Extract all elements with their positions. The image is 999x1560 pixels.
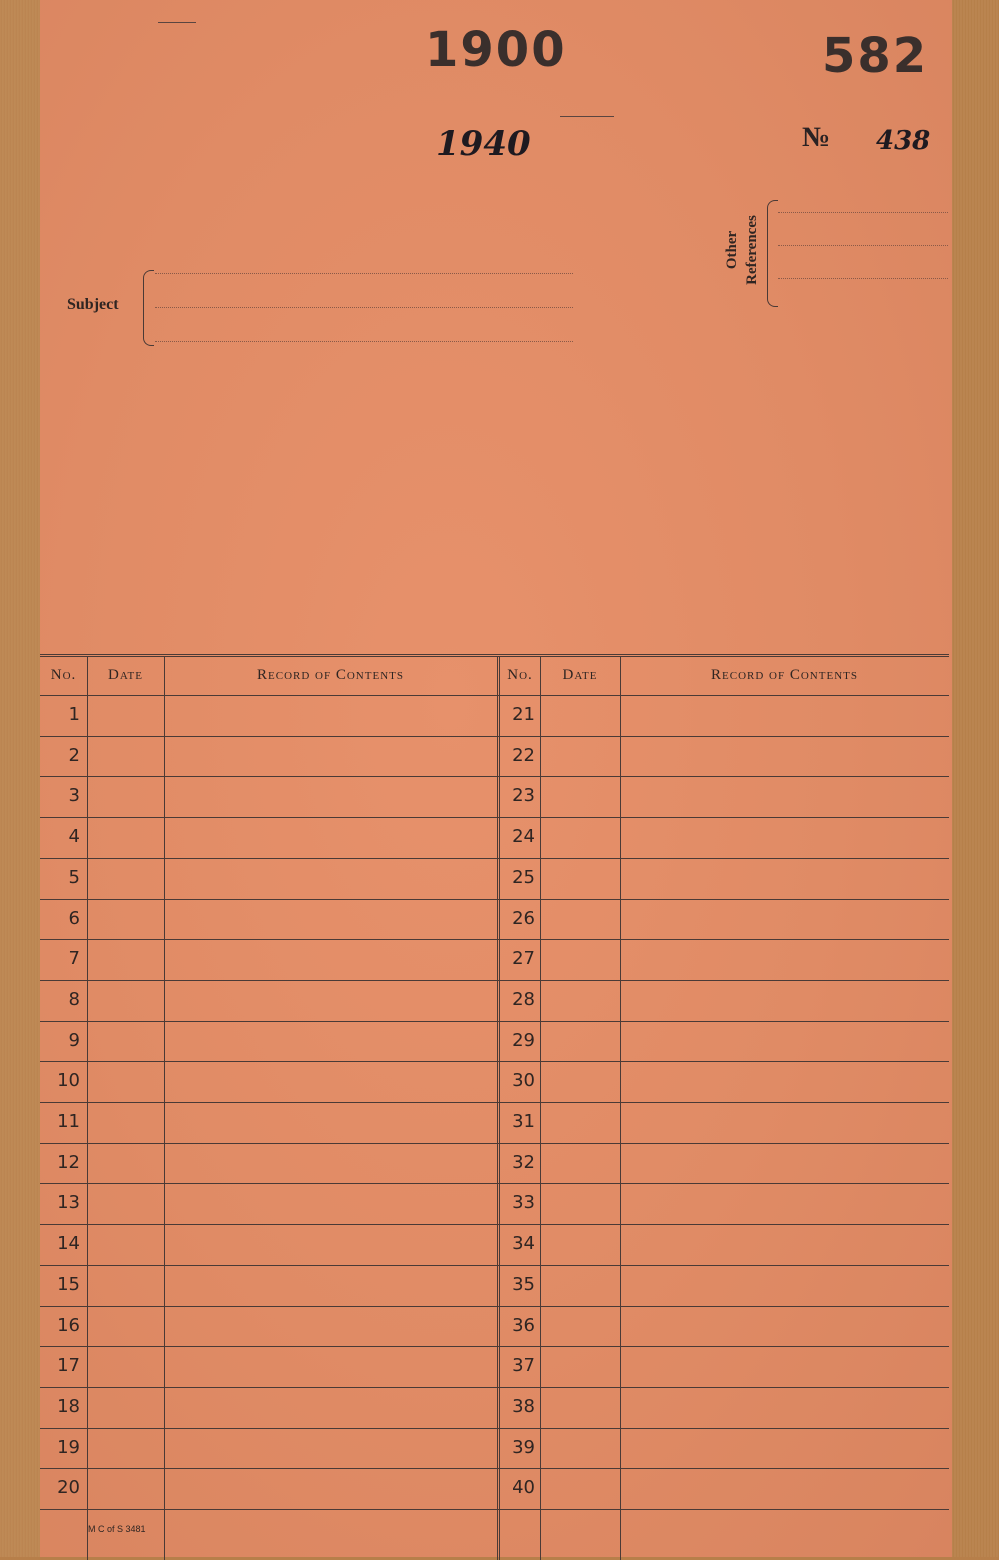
row-number: 24: [512, 826, 535, 848]
row-line: [40, 1061, 949, 1062]
row-line: [40, 1509, 949, 1510]
header-record-of-contents: Record of Contents: [257, 667, 404, 683]
row-line: [40, 1183, 949, 1184]
column-divider: [540, 657, 541, 1560]
row-number: 27: [512, 948, 535, 970]
row-number: 35: [512, 1273, 535, 1295]
row-number: 6: [68, 907, 80, 929]
row-number: 18: [57, 1395, 80, 1417]
row-number: 33: [512, 1192, 535, 1214]
row-number: 10: [57, 1070, 80, 1092]
other-references-brace: [767, 200, 778, 307]
row-number: 40: [512, 1477, 535, 1499]
header-record-of-contents: Record of Contents: [711, 667, 858, 683]
row-number: 38: [512, 1395, 535, 1417]
column-divider: [620, 657, 621, 1560]
row-number: 28: [512, 988, 535, 1010]
row-number: 36: [512, 1314, 535, 1336]
row-line: [40, 817, 949, 818]
handwritten-file-number: 438: [876, 126, 931, 156]
column-divider: [87, 657, 88, 1560]
header-no: No.: [50, 667, 77, 683]
row-number: 4: [68, 826, 80, 848]
number-label: №: [802, 122, 831, 153]
row-number: 21: [512, 704, 535, 725]
row-line: [40, 1143, 949, 1144]
row-number: 3: [68, 785, 80, 807]
row-line: [40, 776, 949, 777]
other-reference-line[interactable]: [778, 245, 948, 246]
subject-brace: [143, 270, 154, 346]
row-number: 2: [68, 744, 80, 766]
row-number: 5: [68, 866, 80, 888]
row-number: 22: [512, 744, 535, 766]
row-number: 1: [68, 704, 80, 725]
row-number: 26: [512, 907, 535, 929]
contents-ledger: [40, 654, 949, 1560]
row-number: 15: [57, 1273, 80, 1295]
stamped-file-number: 582: [822, 28, 929, 84]
other-references-label: Other References: [724, 215, 760, 285]
row-number: 31: [512, 1111, 535, 1132]
row-line: [40, 695, 949, 696]
pen-mark: [560, 116, 614, 117]
row-line: [40, 1428, 949, 1429]
pen-mark: [158, 22, 196, 23]
row-line: [40, 980, 949, 981]
row-number: 39: [512, 1436, 535, 1458]
row-number: 29: [512, 1029, 535, 1051]
row-number: 17: [57, 1355, 80, 1377]
row-line: [40, 939, 949, 940]
row-number: 25: [512, 866, 535, 888]
row-line: [40, 1306, 949, 1307]
subject-line[interactable]: [155, 341, 573, 342]
binding-strip-left: [0, 0, 40, 1557]
row-line: [40, 1102, 949, 1103]
row-number: 12: [57, 1151, 80, 1173]
header-no: No.: [507, 667, 533, 683]
subject-label: Subject: [67, 296, 119, 313]
row-line: [40, 1224, 949, 1225]
row-line: [40, 1468, 949, 1469]
subject-line[interactable]: [155, 307, 573, 308]
handwritten-year: 1940: [436, 124, 531, 164]
row-line: [40, 1346, 949, 1347]
row-number: 8: [68, 988, 80, 1010]
other-reference-line[interactable]: [778, 278, 948, 279]
row-number: 16: [57, 1314, 80, 1336]
column-divider: [164, 657, 165, 1560]
row-number: 34: [512, 1233, 535, 1255]
stamped-year: 1900: [425, 22, 567, 78]
row-number: 30: [512, 1070, 535, 1092]
row-number: 20: [57, 1477, 80, 1499]
form-code: M C of S 3481: [88, 1524, 146, 1534]
row-line: [40, 899, 949, 900]
row-line: [40, 1265, 949, 1266]
row-line: [40, 1387, 949, 1388]
subject-line[interactable]: [155, 273, 573, 274]
header-date: Date: [108, 667, 143, 683]
row-number: 23: [512, 785, 535, 807]
row-line: [40, 1021, 949, 1022]
row-number: 37: [512, 1355, 535, 1377]
header-date: Date: [562, 667, 598, 683]
binding-strip-right: [952, 0, 999, 1557]
row-number: 32: [512, 1151, 535, 1173]
row-number: 7: [68, 948, 80, 970]
row-number: 11: [57, 1111, 80, 1132]
row-number: 14: [57, 1233, 80, 1255]
row-number: 19: [57, 1436, 80, 1458]
other-reference-line[interactable]: [778, 212, 948, 213]
row-number: 13: [57, 1192, 80, 1214]
row-number: 9: [68, 1029, 80, 1051]
row-line: [40, 736, 949, 737]
row-line: [40, 858, 949, 859]
